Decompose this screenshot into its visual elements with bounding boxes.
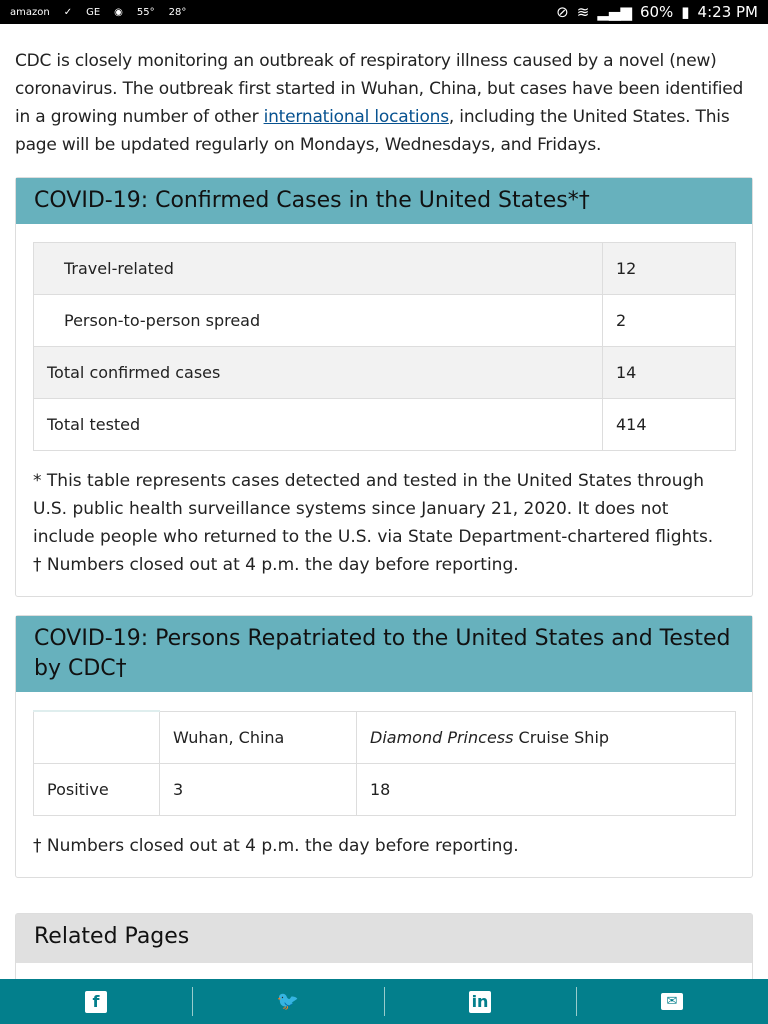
status-bar	[0, 0, 768, 24]
table-row	[34, 763, 736, 815]
intro-text: CDC is closely monitoring an outbreak of respiratory illness caused by a novel (new) coronavirus. The outbreak first started in Wuhan, China, but cases have been identified in a growing number of other	[15, 51, 744, 127]
table-header-row	[34, 711, 736, 763]
signal-icon: ▂▄▆	[597, 3, 632, 21]
intro-paragraph	[15, 47, 755, 159]
clock: 4:23 PM	[697, 3, 758, 21]
row-label: Travel-related	[34, 243, 603, 295]
row-value: 14	[603, 347, 736, 399]
row-label: Total tested	[34, 399, 603, 451]
row-label: Total confirmed cases	[34, 347, 603, 399]
table-row	[34, 347, 736, 399]
linkedin-icon: in	[469, 991, 491, 1013]
facebook-share-button[interactable]	[0, 979, 192, 1024]
row-value: 12	[603, 243, 736, 295]
temperature: 55°	[136, 6, 155, 18]
email-icon: ✉	[661, 993, 683, 1010]
cases-table	[33, 242, 736, 451]
check-icon: ✓	[63, 6, 73, 18]
ship-label: Cruise Ship	[513, 727, 610, 747]
row-label: Person-to-person spread	[34, 295, 603, 347]
footnote: † Numbers closed out at 4 p.m. the day before reporting.	[33, 835, 519, 856]
confirmed-cases-card	[15, 177, 753, 597]
card-title[interactable]: Related Pages	[16, 914, 752, 963]
table-row	[34, 295, 736, 347]
row-value: 414	[603, 399, 736, 451]
chrome-icon: ◉	[114, 6, 123, 18]
battery-percent: 60%	[639, 3, 674, 21]
temperature-low: 28°	[168, 6, 187, 18]
linkedin-share-button[interactable]	[384, 979, 576, 1024]
card-title: COVID-19: Persons Repatriated to the United States and Tested by CDC†	[16, 616, 752, 692]
row-value: 2	[603, 295, 736, 347]
ship-name: Diamond Princess	[370, 727, 514, 747]
table-row	[34, 399, 736, 451]
repatriated-card	[15, 615, 753, 878]
footnote: * This table represents cases detected and tested in the United States through U.S. public health surveillance systems since January 21, 2020. It does not include people who returned to the U.S. via State Department-chartered flights.	[33, 471, 714, 547]
ge-icon: GE	[86, 6, 101, 18]
amazon-icon: amazon	[10, 6, 50, 18]
dnd-icon: ⊘	[556, 3, 569, 21]
column-header: Wuhan, China	[160, 711, 357, 763]
repatriated-table	[33, 710, 736, 816]
intro-text-end: , including the United States. This page will be updated regularly on Mondays, Wednesdays, and Fridays.	[15, 107, 730, 155]
row-value: 18	[357, 763, 736, 815]
table-row	[34, 243, 736, 295]
facebook-icon: f	[85, 991, 107, 1013]
share-bar	[0, 979, 768, 1024]
international-locations-link[interactable]: international locations	[263, 107, 449, 127]
card-title: COVID-19: Confirmed Cases in the United States*†	[16, 178, 752, 224]
twitter-icon: 🐦	[276, 991, 300, 1012]
email-share-button[interactable]	[576, 979, 768, 1024]
wifi-icon: ≋	[576, 3, 590, 21]
row-value: 3	[160, 763, 357, 815]
column-header	[357, 711, 736, 763]
row-label: Positive	[34, 763, 160, 815]
empty-cell	[34, 711, 160, 763]
battery-icon: ▮	[681, 3, 690, 21]
twitter-share-button[interactable]	[192, 979, 384, 1024]
footnote: † Numbers closed out at 4 p.m. the day before reporting.	[33, 555, 519, 575]
